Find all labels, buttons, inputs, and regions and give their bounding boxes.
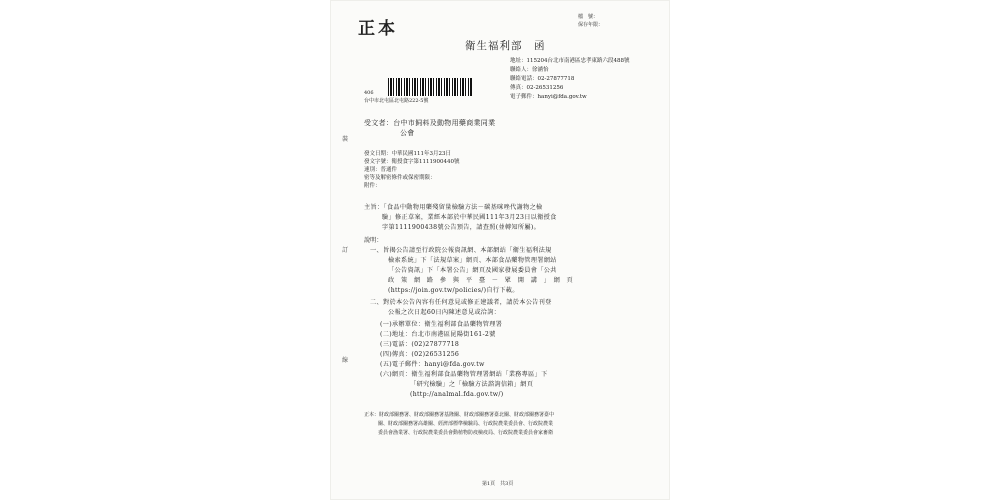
cc-line1: 正本：財政部關務署、財政部關務署基隆關、財政部關務署臺北關、財政部關務署臺中 [364, 412, 555, 418]
original-stamp: 正本 [358, 19, 398, 39]
recipient-line2: 公會 [400, 129, 415, 137]
contact-item-web: (六)網頁：衛生福利部食品藥物管理署網站「業務專區」下 [380, 371, 548, 378]
page-number: 第1頁 共3頁 [482, 481, 514, 487]
subject-line2: 驗」修正草案，業經本部於中華民國111年3月23日以衛授食 [382, 214, 557, 221]
barcode [388, 78, 472, 96]
document-page [330, 0, 670, 500]
contact-phone: 聯絡電話：02-27877718 [510, 76, 575, 82]
side-mark-staple: 訂 [342, 247, 349, 254]
issue-date: 發文日期：中華民國111年3月23日 [364, 151, 451, 157]
contact-item-web-url: (http://analmal.fda.gov.tw/) [410, 391, 504, 398]
contact-email: 電子郵件：hanyi@fda.gov.tw [510, 94, 587, 100]
file-number-label: 檔 號： [578, 14, 599, 20]
explain-p1-line5: (https://join.gov.tw/policies/)自行下載。 [388, 287, 519, 294]
contact-item-unit: (一)承辦單位：衛生福利部食品藥物管理署 [380, 321, 503, 328]
contact-fax: 傳真：02-26531256 [510, 85, 564, 91]
secrecy: 密等及解密條件或保密期限： [364, 175, 436, 181]
explain-p2-line2: 公報之次日起60日內陳述意見或洽詢： [388, 309, 501, 316]
doc-number: 發文字號：衛授食字第1111900440號 [364, 159, 460, 165]
explain-p1-line4: 政 策 網 路 參 與 平 臺 － 眾 開 講 」 網 頁 [388, 277, 574, 284]
contact-item-web-line2: 「研究檢驗」之「檢驗方法諮詢信箱」網頁 [410, 381, 534, 388]
recipient-line1: 受文者：台中市飼料及動物用藥商業同業 [364, 119, 496, 127]
postal-code: 406 [364, 90, 374, 96]
retention-label: 保存年限： [578, 22, 604, 28]
contact-address: 地址：115204台北市南港區忠孝東路六段488號 [510, 58, 630, 64]
attachments: 附件： [364, 183, 381, 189]
explain-p1-line3: 「公告資訊」下「本署公告」網頁及國家發展委員會「公共 [388, 267, 557, 274]
explain-p1-line2: 檢索系統」下「法規草案」網頁、本部食品藥物管理署網站 [388, 257, 557, 264]
contact-item-address: (二)地址：台北市南港區昆陽街161-2號 [380, 331, 496, 338]
cc-line3: 委員會漁業署、行政院農業委員會動植物防疫檢疫局、行政院農業委員會家畜衛 [378, 430, 554, 436]
recipient-address: 台中市北屯區北屯路222-5號 [364, 98, 429, 104]
explain-p2-line1: 二、對於本公告內容有任何意見或修正建議者，請於本公告刊登 [370, 299, 552, 306]
subject-line1: 主旨：「食品中動物用藥殘留量檢驗方法－碳基咪唑代謝物之檢 [364, 204, 543, 211]
speed: 速別：普通件 [364, 167, 398, 173]
contact-person: 聯絡人：徐涵怡 [510, 67, 549, 73]
explain-p1-line1: 一、旨揭公告請至行政院公報資訊網、本部網站「衛生福利法規 [370, 247, 552, 254]
side-mark-bind: 裝 [342, 136, 349, 143]
contact-item-phone: (三)電話：(02)27877718 [380, 341, 460, 348]
contact-item-email: (五)電子郵件：hanyi@fda.gov.tw [380, 361, 485, 368]
subject-line3: 字第1111900438號公告預告，請查照(並轉知所屬)。 [382, 224, 541, 231]
explanation-label: 說明： [364, 237, 383, 244]
contact-item-fax: (四)傳真：(02)26531256 [380, 351, 460, 358]
cc-line2: 關、財政部關務署高雄關、經濟部標準檢驗局、行政院農業委員會、行政院農業 [378, 421, 554, 427]
ministry-title: 衛生福利部 函 [465, 40, 546, 52]
side-mark-line: 線 [342, 357, 349, 364]
